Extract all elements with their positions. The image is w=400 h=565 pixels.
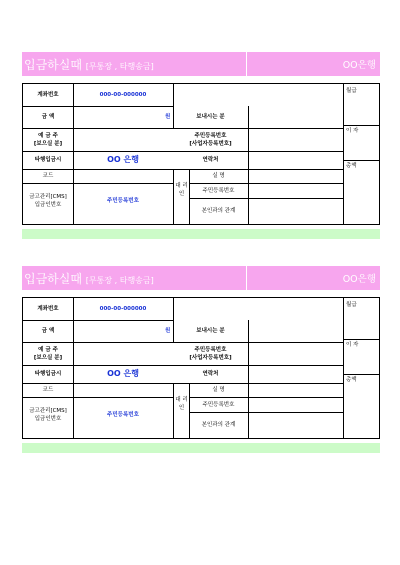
bank-name: OO은행 bbox=[342, 60, 376, 71]
slip-title bbox=[24, 56, 154, 73]
note-interest-label: 이 자 bbox=[346, 128, 359, 134]
proxy-reg-label: 주민등록번호 bbox=[202, 402, 235, 408]
form-main-grid bbox=[22, 297, 344, 439]
relation-label: 본인과의 관계 bbox=[201, 422, 236, 428]
reg-number-sub: [사업자등록번호] bbox=[189, 141, 232, 147]
sender-label: 보내시는 분 bbox=[196, 114, 225, 120]
code-label: 코드 bbox=[42, 173, 54, 179]
other-bank-label: 타행입금시 bbox=[34, 157, 62, 163]
note-total-label: 총액 bbox=[346, 377, 357, 383]
slip-subtitle: [무통장 , 타행송금] bbox=[85, 276, 154, 285]
slip-header bbox=[22, 52, 380, 76]
notes-column bbox=[344, 297, 380, 439]
slip-title-text: 입금하실때 bbox=[24, 272, 82, 286]
amount-unit: 원 bbox=[165, 328, 171, 334]
other-bank-label: 타행입금시 bbox=[34, 371, 62, 377]
slip-subtitle: [무통장 , 타행송금] bbox=[85, 62, 154, 71]
cms-value: 주민등록번호 bbox=[107, 412, 139, 418]
code-label: 코드 bbox=[42, 387, 54, 393]
real-name-label: 실 명 bbox=[212, 173, 225, 179]
other-bank-value: OO 은행 bbox=[107, 369, 139, 378]
cms-label: 금고관리[CMS] bbox=[29, 194, 67, 200]
slip-title bbox=[24, 270, 154, 287]
proxy-reg-label: 주민등록번호 bbox=[202, 188, 235, 194]
real-name-label: 실 명 bbox=[212, 387, 225, 393]
cms-sub: 입금인번호 bbox=[34, 202, 62, 208]
green-divider-bar bbox=[22, 229, 380, 239]
slip-title-text: 입금하실때 bbox=[24, 58, 82, 72]
reg-number-label: 주민등록번호 bbox=[194, 347, 227, 353]
cms-value: 주민등록번호 bbox=[107, 198, 139, 204]
amount-label: 금 액 bbox=[41, 328, 55, 334]
slip-form bbox=[22, 297, 380, 439]
green-divider-bar bbox=[22, 443, 380, 453]
account-number: 000-00-000000 bbox=[99, 306, 147, 312]
sender-label: 보내시는 분 bbox=[196, 328, 225, 334]
header-divider bbox=[246, 52, 247, 76]
account-label: 계좌번호 bbox=[37, 92, 59, 98]
deposit-slip-1 bbox=[22, 52, 380, 225]
notes-column bbox=[344, 83, 380, 225]
amount-unit: 원 bbox=[165, 114, 171, 120]
slip-header bbox=[22, 266, 380, 290]
header-divider bbox=[246, 266, 247, 290]
slip-form bbox=[22, 83, 380, 225]
note-total-label: 총액 bbox=[346, 163, 357, 169]
note-interest-label: 이 자 bbox=[346, 342, 359, 348]
cms-sub: 입금인번호 bbox=[34, 416, 62, 422]
reg-number-sub: [사업자등록번호] bbox=[189, 355, 232, 361]
reg-number-label: 주민등록번호 bbox=[194, 133, 227, 139]
proxy-label: 대 리 인 bbox=[175, 397, 188, 412]
depositor-label: 예 금 주 bbox=[38, 133, 58, 139]
relation-label: 본인과의 관계 bbox=[201, 208, 236, 214]
deposit-slip-2 bbox=[22, 266, 380, 439]
amount-label: 금 액 bbox=[41, 114, 55, 120]
account-number: 000-00-000000 bbox=[99, 92, 147, 98]
contact-label: 연락처 bbox=[202, 371, 219, 377]
form-main-grid bbox=[22, 83, 344, 225]
note-amount-label: 월급 bbox=[346, 302, 357, 308]
depositor-label: 예 금 주 bbox=[38, 347, 58, 353]
cms-label: 금고관리[CMS] bbox=[29, 408, 67, 414]
depositor-sub: [보으실 분] bbox=[33, 355, 63, 361]
depositor-sub: [보으실 분] bbox=[33, 141, 63, 147]
other-bank-value: OO 은행 bbox=[107, 155, 139, 164]
account-label: 계좌번호 bbox=[37, 306, 59, 312]
note-amount-label: 월급 bbox=[346, 88, 357, 94]
contact-label: 연락처 bbox=[202, 157, 219, 163]
proxy-label: 대 리 인 bbox=[175, 183, 188, 198]
bank-name: OO은행 bbox=[342, 274, 376, 285]
